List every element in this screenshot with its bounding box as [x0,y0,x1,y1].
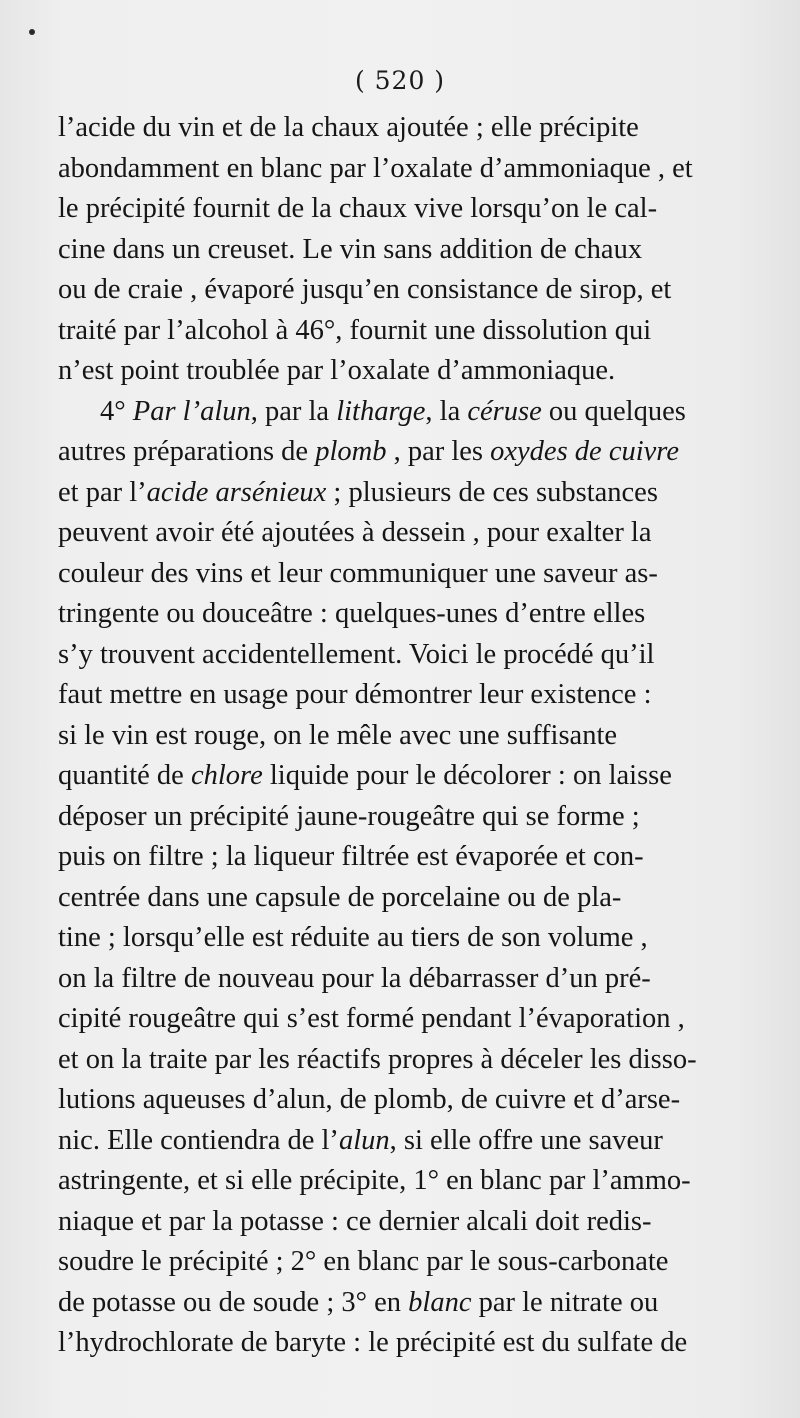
text-line [58,1040,743,1081]
text-segment: traité par l’alcohol à 46°, fournit une dissolution qui [58,314,652,346]
text-line [58,756,743,797]
text-segment: , si elle offre une saveur [389,1124,663,1156]
text-segment: ou de craie , évaporé jusqu’en consistance de sirop, et [58,274,672,305]
text-line [58,311,743,352]
text-segment: faut mettre en usage pour démontrer leur existence : [58,679,652,710]
text-segment: peuvent avoir été ajoutées à dessein , pour exalter la [58,517,652,548]
text-line [58,837,743,878]
text-line [58,999,743,1040]
text-line [58,635,743,676]
text-line [58,432,743,473]
text-line [58,149,743,190]
text-segment: tine ; lorsqu’elle est réduite au tiers de son volume , [58,922,648,953]
text-segment: , la [425,395,468,427]
text-line [58,1121,743,1162]
text-line [58,1242,743,1283]
ink-speck [29,29,35,35]
text-line [58,675,743,716]
italic-term: Par l’alun [132,395,251,427]
italic-term: blanc [408,1286,472,1318]
text-segment: de potasse ou de soude ; 3° en [58,1286,409,1318]
text-segment: si le vin est rouge, on le mêle avec une suffisante [58,719,618,751]
text-line [58,554,743,595]
text-segment: cipité rougeâtre qui s’est formé pendant l’évaporation , [58,1003,685,1034]
text-segment: cine dans un creuset. Le vin sans addition de chaux [58,233,643,265]
text-segment: soudre le précipité ; 2° en blanc par le sous-carbonate [58,1246,669,1277]
text-segment: et on la traite par les réactifs propres à déceler les disso- [58,1043,697,1075]
text-segment: l’acide du vin et de la chaux ajoutée ; elle précipite [58,112,639,143]
text-segment: ou quelques [541,395,686,427]
page-number: ( 520 ) [354,66,446,95]
text-segment: tringente ou douceâtre : quelques-unes d’entre elles [58,598,646,629]
text-segment: on la filtre de nouveau pour la débarrasser d’un pré- [58,962,651,994]
text-segment: quantité de [58,760,191,791]
text-segment: couleur des vins et leur communiquer une saveur as- [58,557,658,589]
text-line [58,108,743,149]
text-segment: nic. Elle contiendra de l’ [58,1124,339,1156]
italic-term: céruse [467,395,542,427]
text-line [58,716,743,757]
text-line [58,1161,743,1202]
text-line [58,189,743,230]
text-segment: astringente, et si elle précipite, 1° en blanc par l’ammo- [58,1165,691,1196]
text-line [58,1283,743,1324]
text-line [58,270,743,311]
text-segment: centrée dans une capsule de porcelaine ou de pla- [58,881,622,913]
text-segment: , par la [250,395,337,427]
text-line [58,1080,743,1121]
italic-term: acide arsénieux [146,476,327,508]
text-line [58,473,743,514]
text-segment: lutions aqueuses d’alun, de plomb, de cuivre et d’arse- [58,1084,681,1115]
text-segment: et par l’ [58,476,147,508]
text-line [58,959,743,1000]
text-segment: liquide pour le décolorer : on laisse [262,760,672,791]
italic-term: plomb [315,436,387,467]
text-segment: abondamment en blanc par l’oxalate d’ammoniaque , et [58,152,693,184]
text-segment: niaque et par la potasse : ce dernier alcali doit redis- [58,1205,652,1237]
text-segment: s’y trouvent accidentellement. Voici le procédé qu’il [58,638,655,670]
text-line [58,1323,743,1364]
text-segment: déposer un précipité jaune-rougeâtre qui se forme ; [58,800,640,832]
text-segment: puis on filtre ; la liqueur filtrée est évaporée et con- [58,841,644,872]
text-line [58,797,743,838]
text-segment: par le nitrate ou [471,1286,659,1318]
text-line [58,1202,743,1243]
text-segment: autres préparations de [58,436,316,467]
text-line [58,918,743,959]
text-line [58,230,743,271]
text-line [58,392,743,433]
italic-term: chlore [190,760,263,791]
text-line [58,594,743,635]
text-segment: , par les [386,436,491,467]
text-segment: n’est point troublée par l’oxalate d’ammoniaque. [58,355,616,386]
text-segment: ; plusieurs de ces substances [326,476,658,508]
italic-term: litharge [336,395,426,427]
text-line [58,513,743,554]
italic-term: oxydes de cuivre [490,436,679,467]
text-line [58,878,743,919]
italic-term: alun [338,1124,390,1156]
text-segment: le précipité fournit de la chaux vive lorsqu’on le cal- [58,193,658,224]
text-line [58,351,743,392]
text-segment: 4° [100,395,133,427]
text-segment: l’hydrochlorate de baryte : le précipité est du sulfate de [58,1327,688,1358]
body-text [58,108,743,1364]
